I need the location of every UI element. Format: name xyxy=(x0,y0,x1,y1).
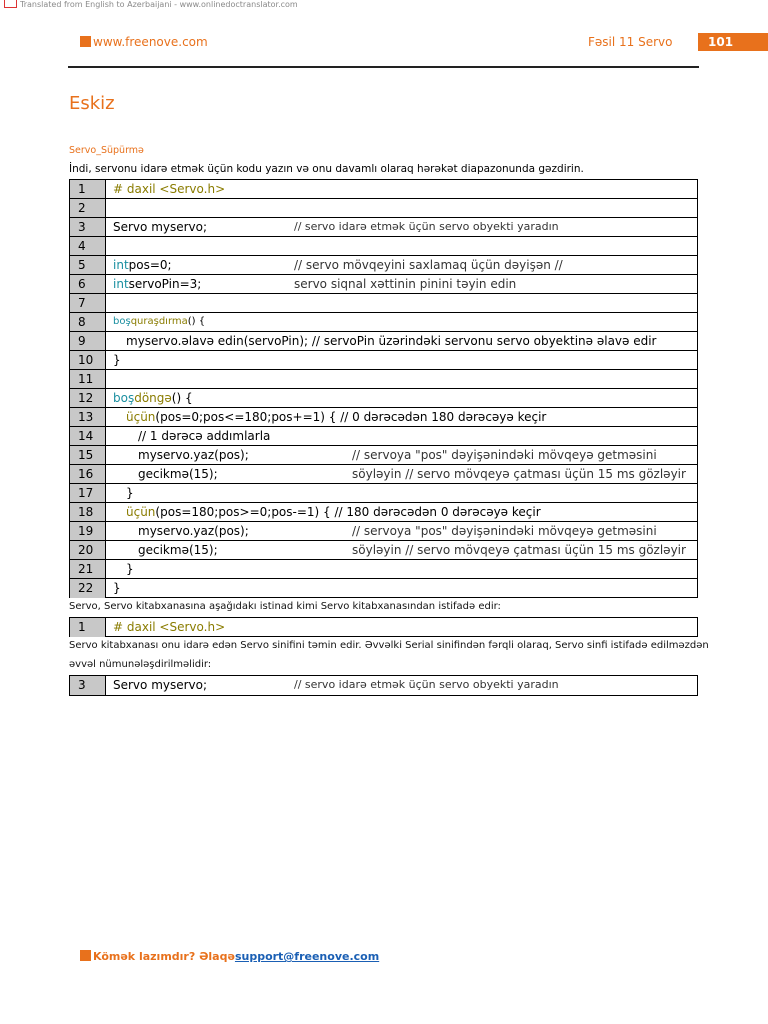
code-text: gecikmə(15); xyxy=(138,543,218,557)
line-number: 3 xyxy=(70,676,106,695)
footer-text: Kömək lazımdır? Əlaqə xyxy=(93,950,235,963)
code-keyword: üçün xyxy=(126,410,156,424)
line-number: 14 xyxy=(70,427,106,445)
code-text: Servo myservo; xyxy=(113,220,208,234)
line-number: 5 xyxy=(70,256,106,274)
code-comment: // servo idarə etmək üçün servo obyekti yaradın xyxy=(294,220,559,233)
code-listing xyxy=(69,179,698,598)
code-text: Servo myservo; xyxy=(113,678,208,692)
code-text xyxy=(113,256,172,274)
code-text: # daxil <Servo.h> xyxy=(113,182,226,196)
translator-note[interactable]: Translated from English to Azerbaijani - www.onlinedoctranslator.com xyxy=(20,0,298,9)
line-number: 6 xyxy=(70,275,106,293)
section-title: Eskiz xyxy=(69,93,115,114)
code-text xyxy=(113,313,205,331)
code-line xyxy=(70,389,697,408)
line-number: 9 xyxy=(70,332,106,350)
code-line xyxy=(70,294,697,313)
class-note-line2: əvvəl nümunələşdirilməlidir: xyxy=(69,659,212,670)
code-snippet-include xyxy=(69,617,698,637)
code-text: myservo.yaz(pos); xyxy=(138,524,249,538)
line-number: 7 xyxy=(70,294,106,312)
line-number: 19 xyxy=(70,522,106,540)
code-comment: // servo idarə etmək üçün servo obyekti yaradın xyxy=(294,678,559,691)
code-text: myservo.əlavə edin(servoPin); // servoPin üzərindəki servonu servo obyektinə əlavə edir xyxy=(126,334,657,348)
code-text: myservo.yaz(pos); xyxy=(138,448,249,462)
line-number: 1 xyxy=(70,618,106,637)
line-number: 21 xyxy=(70,560,106,578)
line-number: 22 xyxy=(70,579,106,598)
line-number: 13 xyxy=(70,408,106,426)
line-number: 18 xyxy=(70,503,106,521)
code-keyword: üçün xyxy=(126,505,156,519)
code-function: döngə xyxy=(134,391,172,405)
code-text: # daxil <Servo.h> xyxy=(113,620,226,634)
code-line xyxy=(70,237,697,256)
code-line xyxy=(70,370,697,389)
footer-help xyxy=(80,950,379,963)
line-number: 17 xyxy=(70,484,106,502)
site-url[interactable]: www.freenove.com xyxy=(93,35,208,49)
code-text: } xyxy=(126,486,134,500)
sketch-name: Servo_Süpürmə xyxy=(69,145,144,156)
code-text: } xyxy=(113,353,121,367)
code-function: quraşdırma xyxy=(130,316,188,327)
code-line xyxy=(70,313,697,332)
code-comment: // servo mövqeyini saxlamaq üçün dəyişən // xyxy=(294,258,563,272)
code-token: () { xyxy=(187,316,206,327)
line-number: 12 xyxy=(70,389,106,407)
line-number: 8 xyxy=(70,313,106,331)
line-number: 10 xyxy=(70,351,106,369)
code-snippet-object xyxy=(69,675,698,696)
code-line xyxy=(70,332,697,351)
code-text xyxy=(126,408,546,426)
code-keyword: boş xyxy=(113,391,135,405)
intro-text: İndi, servonu idarə etmək üçün kodu yazın və onu davamlı olaraq hərəkət diapazonunda gəzdirin. xyxy=(69,163,584,175)
code-text xyxy=(126,503,541,521)
code-text: } xyxy=(126,562,134,576)
code-line xyxy=(70,560,697,579)
line-number: 3 xyxy=(70,218,106,236)
code-line xyxy=(70,579,697,598)
code-text xyxy=(113,389,193,407)
line-number: 16 xyxy=(70,465,106,483)
header-rule xyxy=(68,66,699,68)
code-line xyxy=(70,180,697,199)
code-token: pos=0; xyxy=(128,258,172,272)
page-number: 101 xyxy=(698,33,768,51)
orange-square-icon xyxy=(80,950,91,961)
code-line xyxy=(70,275,697,294)
code-line xyxy=(70,541,697,560)
code-keyword: boş xyxy=(113,316,131,327)
translator-banner[interactable] xyxy=(4,0,298,9)
line-number: 4 xyxy=(70,237,106,255)
code-token: (pos=0;pos<=180;pos+=1) { // 0 dərəcədən 180 dərəcəyə keçir xyxy=(155,410,547,424)
code-line xyxy=(70,676,697,695)
line-number: 2 xyxy=(70,199,106,217)
line-number: 15 xyxy=(70,446,106,464)
code-comment: servo siqnal xəttinin pinini təyin edin xyxy=(294,277,517,291)
code-line xyxy=(70,427,697,446)
line-number: 1 xyxy=(70,180,106,198)
code-line xyxy=(70,522,697,541)
code-line xyxy=(70,503,697,522)
code-line xyxy=(70,618,697,637)
translator-logo-icon xyxy=(4,0,17,8)
code-comment: // servoya "pos" dəyişənindəki mövqeyə getməsini xyxy=(352,524,657,538)
library-note: Servo, Servo kitabxanasına aşağıdakı istinad kimi Servo kitabxanasından istifadə edir: xyxy=(69,601,501,612)
code-token: (pos=180;pos>=0;pos-=1) { // 180 dərəcədən 0 dərəcəyə keçir xyxy=(155,505,541,519)
code-line xyxy=(70,465,697,484)
code-token: () { xyxy=(171,391,193,405)
line-number: 20 xyxy=(70,541,106,559)
code-line xyxy=(70,446,697,465)
code-line xyxy=(70,218,697,237)
code-comment: söyləyin // servo mövqeyə çatması üçün 15 ms gözləyir xyxy=(352,467,686,481)
code-comment: söyləyin // servo mövqeyə çatması üçün 15 ms gözləyir xyxy=(352,543,686,557)
support-email-link[interactable]: support@freenove.com xyxy=(234,950,380,963)
code-token: servoPin=3; xyxy=(128,277,202,291)
line-number: 11 xyxy=(70,370,106,388)
code-line xyxy=(70,351,697,370)
code-line xyxy=(70,408,697,427)
header-site[interactable] xyxy=(80,35,208,49)
orange-square-icon xyxy=(80,36,91,47)
code-text: gecikmə(15); xyxy=(138,467,218,481)
code-line xyxy=(70,199,697,218)
code-keyword: int xyxy=(113,277,129,291)
code-text xyxy=(113,275,201,293)
code-comment: // servoya "pos" dəyişənindəki mövqeyə getməsini xyxy=(352,448,657,462)
code-keyword: int xyxy=(113,258,129,272)
chapter-title: Fəsil 11 Servo xyxy=(588,35,673,49)
class-note-line1: Servo kitabxanası onu idarə edən Servo sinifini təmin edir. Əvvəlki Serial sinifindən fərqli olaraq, Servo sinfi istifadə edilməzdən xyxy=(69,640,709,651)
code-comment: // 1 dərəcə addımlarla xyxy=(138,429,271,443)
code-line xyxy=(70,484,697,503)
code-line xyxy=(70,256,697,275)
code-text: } xyxy=(113,581,121,595)
